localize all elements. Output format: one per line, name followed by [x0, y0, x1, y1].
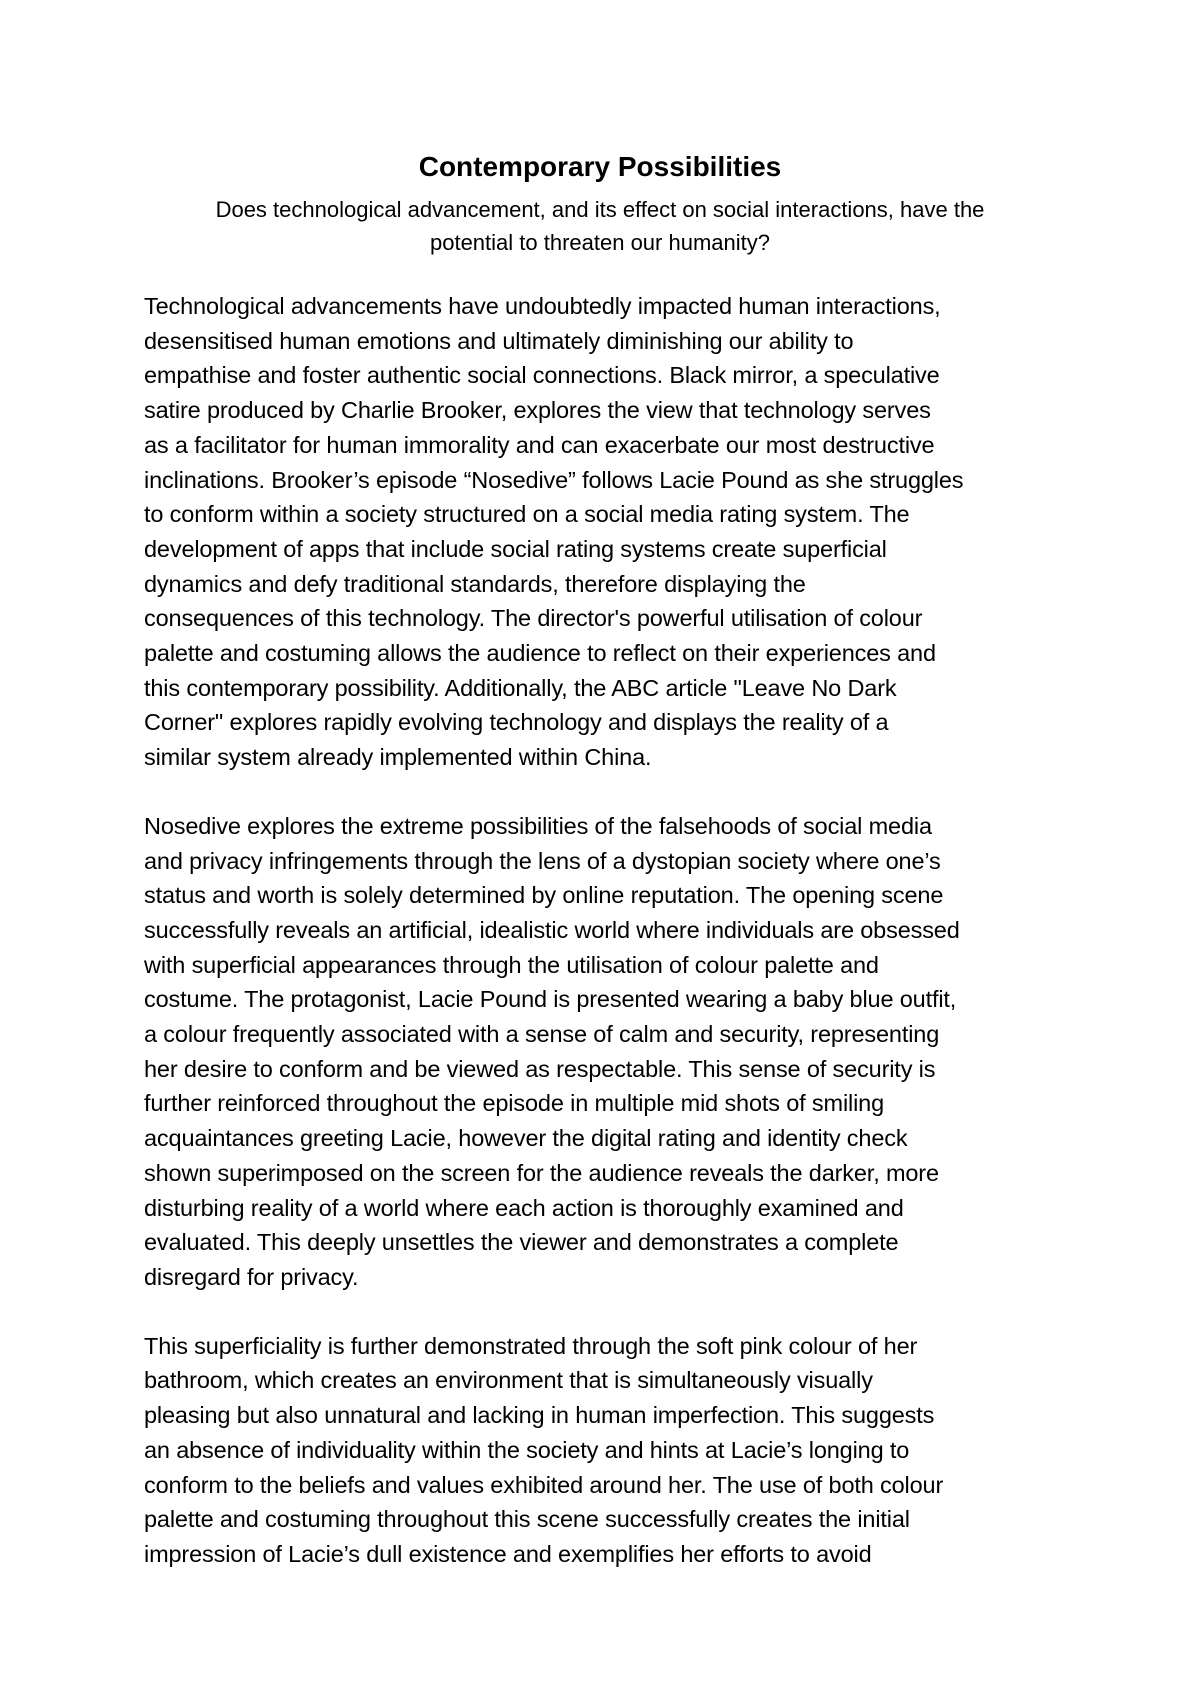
text-line: this contemporary possibility. Additionally, the ABC article "Leave No Dark [144, 674, 897, 701]
text-line: impression of Lacie’s dull existence and exemplifies her efforts to avoid [144, 1540, 872, 1567]
text-line: palette and costuming throughout this scene successfully creates the initial [144, 1506, 910, 1533]
text-line: Technological advancements have undoubtedly impacted human interactions, [144, 293, 941, 319]
document-subtitle [175, 193, 1025, 259]
paragraph-2 [144, 809, 1079, 1295]
text-line: further reinforced throughout the episode in multiple mid shots of smiling [144, 1090, 884, 1117]
text-line: dynamics and defy traditional standards, therefore displaying the [144, 570, 806, 597]
text-line: inclinations. Brooker’s episode “Nosedive” follows Lacie Pound as she struggles [144, 466, 964, 493]
paragraph-1 [144, 289, 1079, 775]
text-line: to conform within a society structured on a social media rating system. The [144, 501, 910, 528]
text-line: a colour frequently associated with a sense of calm and security, representing [144, 1021, 940, 1048]
text-line: evaluated. This deeply unsettles the viewer and demonstrates a complete [144, 1229, 899, 1256]
text-line: status and worth is solely determined by online reputation. The opening scene [144, 882, 944, 909]
text-line: similar system already implemented within China. [144, 744, 652, 771]
text-line: This superficiality is further demonstrated through the soft pink colour of her [144, 1332, 918, 1359]
text-line: acquaintances greeting Lacie, however the digital rating and identity check [144, 1125, 908, 1152]
document-title: Contemporary Possibilities [418, 151, 782, 182]
text-line: disturbing reality of a world where each action is thoroughly examined and [144, 1194, 904, 1221]
text-line: palette and costuming allows the audience to reflect on their experiences and [144, 640, 936, 667]
text-line: successfully reveals an artificial, idealistic world where individuals are obsessed [144, 916, 960, 943]
text-line: satire produced by Charlie Brooker, explores the view that technology serves [144, 397, 931, 424]
text-line: her desire to conform and be viewed as respectable. This sense of security is [144, 1055, 936, 1082]
text-line: disregard for privacy. [144, 1263, 359, 1290]
subtitle-line: Does technological advancement, and its effect on social interactions, have the [215, 197, 985, 222]
paragraph-3 [144, 1329, 1079, 1572]
text-line: bathroom, which creates an environment that is simultaneously visually [144, 1367, 873, 1394]
subtitle-line: potential to threaten our humanity? [429, 230, 770, 255]
text-line: consequences of this technology. The director's powerful utilisation of colour [144, 605, 923, 632]
text-line: desensitised human emotions and ultimately diminishing our ability to [144, 327, 854, 354]
text-line: Nosedive explores the extreme possibilities of the falsehoods of social media [144, 812, 932, 839]
text-line: pleasing but also unnatural and lacking in human imperfection. This suggests [144, 1402, 935, 1429]
text-line: with superficial appearances through the utilisation of colour palette and [144, 951, 879, 978]
document-body [144, 289, 1079, 1606]
text-line: costume. The protagonist, Lacie Pound is presented wearing a baby blue outfit, [144, 986, 957, 1013]
text-line: shown superimposed on the screen for the audience reveals the darker, more [144, 1159, 939, 1186]
text-line: as a facilitator for human immorality and can exacerbate our most destructive [144, 431, 935, 458]
text-line: Corner" explores rapidly evolving technology and displays the reality of a [144, 709, 889, 736]
text-line: an absence of individuality within the society and hints at Lacie’s longing to [144, 1436, 910, 1463]
text-line: development of apps that include social rating systems create superficial [144, 535, 887, 562]
text-line: conform to the beliefs and values exhibited around her. The use of both colour [144, 1471, 944, 1498]
text-line: and privacy infringements through the lens of a dystopian society where one’s [144, 847, 941, 874]
text-line: empathise and foster authentic social connections. Black mirror, a speculative [144, 362, 940, 389]
